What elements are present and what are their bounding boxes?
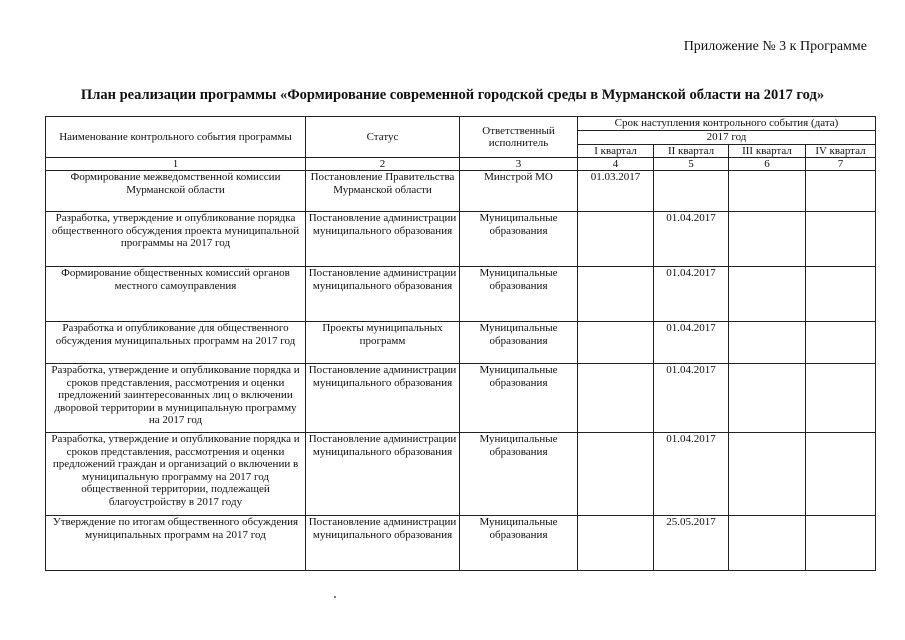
date-q3 (729, 433, 806, 516)
event-responsible: Муниципальные образования (460, 433, 578, 516)
column-number: 5 (654, 158, 729, 171)
event-name: Разработка, утверждение и опубликование порядка и сроков представления, рассмотрения и оценки предложений граждан и организаций о включении в муниципальную программу на 2017 год общественной территории, подлежащей благоустройству в 2017 году (46, 433, 306, 516)
event-responsible: Муниципальные образования (460, 322, 578, 364)
date-q3 (729, 212, 806, 267)
date-q4 (806, 267, 876, 322)
event-status: Постановление администрации муниципального образования (306, 433, 460, 516)
date-q3 (729, 364, 806, 433)
event-responsible: Муниципальные образования (460, 212, 578, 267)
date-q4 (806, 516, 876, 571)
header-status: Статус (306, 117, 460, 158)
table-row (46, 267, 876, 322)
date-q3 (729, 516, 806, 571)
event-status: Постановление Правительства Мурманской области (306, 171, 460, 212)
date-q2: 01.04.2017 (654, 364, 729, 433)
header-quarter-2: II квартал (654, 144, 729, 158)
date-q1 (578, 322, 654, 364)
date-q3 (729, 322, 806, 364)
event-name: Разработка, утверждение и опубликование порядка и сроков представления, рассмотрения и оценки предложений заинтересованных лиц о включении дворовой территории в муниципальную программу на 2017 год (46, 364, 306, 433)
date-q2: 01.04.2017 (654, 433, 729, 516)
appendix-label: Приложение № 3 к Программе (683, 39, 867, 54)
date-q4 (806, 322, 876, 364)
date-q4 (806, 433, 876, 516)
event-status: Постановление администрации муниципального образования (306, 267, 460, 322)
table-row (46, 212, 876, 267)
event-name: Разработка и опубликование для общественного обсуждения муниципальных программ на 2017 год (46, 322, 306, 364)
event-responsible: Минстрой МО (460, 171, 578, 212)
header-responsible: Ответственный исполнитель (460, 117, 578, 158)
column-number: 6 (729, 158, 806, 171)
column-number: 3 (460, 158, 578, 171)
event-status: Проекты муниципальных программ (306, 322, 460, 364)
event-responsible: Муниципальные образования (460, 516, 578, 571)
event-name: Утверждение по итогам общественного обсуждения муниципальных программ на 2017 год (46, 516, 306, 571)
table-row (46, 516, 876, 571)
table-row (46, 433, 876, 516)
date-q3 (729, 267, 806, 322)
event-status: Постановление администрации муниципального образования (306, 364, 460, 433)
date-q2: 01.04.2017 (654, 267, 729, 322)
date-q1 (578, 516, 654, 571)
date-q4 (806, 171, 876, 212)
event-responsible: Муниципальные образования (460, 267, 578, 322)
table-row (46, 171, 876, 212)
date-q3 (729, 171, 806, 212)
date-q2: 25.05.2017 (654, 516, 729, 571)
header-quarter-1: I квартал (578, 144, 654, 158)
date-q2 (654, 171, 729, 212)
column-number: 7 (806, 158, 876, 171)
date-q1: 01.03.2017 (578, 171, 654, 212)
scan-speck (334, 596, 336, 598)
header-deadline: Срок наступления контрольного события (дата) (578, 117, 876, 131)
event-status: Постановление администрации муниципального образования (306, 212, 460, 267)
header-quarter-4: IV квартал (806, 144, 876, 158)
header-year: 2017 год (578, 131, 876, 145)
column-number: 2 (306, 158, 460, 171)
column-number: 4 (578, 158, 654, 171)
document-title: План реализации программы «Формирование современной городской среды в Мурманской области на 2017 год» (80, 87, 825, 103)
date-q1 (578, 433, 654, 516)
event-status: Постановление администрации муниципального образования (306, 516, 460, 571)
plan-table (45, 116, 876, 571)
event-responsible: Муниципальные образования (460, 364, 578, 433)
column-number: 1 (46, 158, 306, 171)
table-row (46, 364, 876, 433)
date-q4 (806, 364, 876, 433)
date-q4 (806, 212, 876, 267)
event-name: Разработка, утверждение и опубликование порядка общественного обсуждения проекта муниципальной программы на 2017 год (46, 212, 306, 267)
date-q1 (578, 212, 654, 267)
header-quarter-3: III квартал (729, 144, 806, 158)
header-event-name: Наименование контрольного события программы (46, 117, 306, 158)
table-row (46, 322, 876, 364)
event-name: Формирование общественных комиссий органов местного самоуправления (46, 267, 306, 322)
date-q1 (578, 267, 654, 322)
date-q2: 01.04.2017 (654, 212, 729, 267)
date-q2: 01.04.2017 (654, 322, 729, 364)
event-name: Формирование межведомственной комиссии Мурманской области (46, 171, 306, 212)
date-q1 (578, 364, 654, 433)
